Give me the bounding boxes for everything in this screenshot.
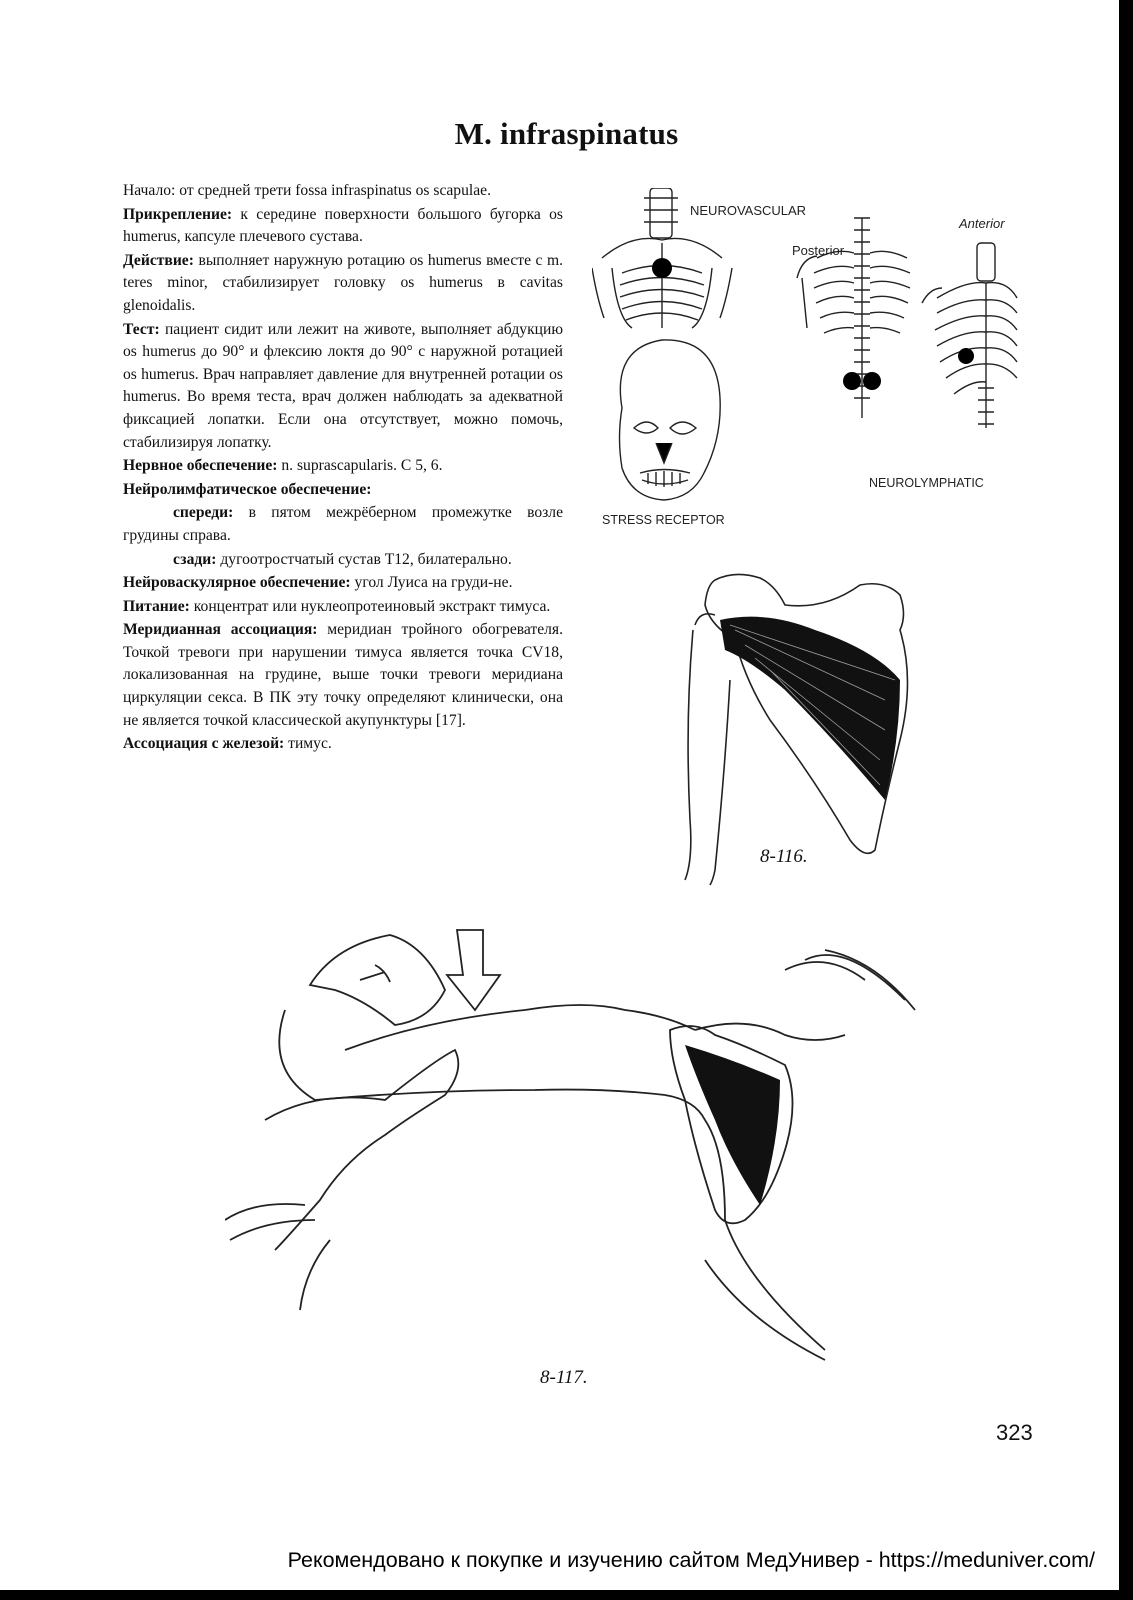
label-anterior: Anterior — [959, 216, 1005, 231]
paragraph-back: сзади: дугоотростчатый сустав T12, билатерально. — [173, 550, 512, 568]
footer-recommendation: Рекомендовано к покупке и изучению сайтом МедУнивер - https://meduniver.com/ — [287, 1548, 1095, 1572]
label-neurovascular: NEUROVASCULAR — [690, 203, 807, 218]
neurolymphatic-posterior-right-icon — [863, 372, 881, 390]
page-title: M. infraspinatus — [454, 116, 679, 151]
body-text — [123, 180, 563, 757]
neurovascular-point-icon — [652, 258, 672, 278]
paragraph-nutrition: Питание: концентрат или нуклеопротеиновый экстракт тимуса. — [123, 597, 551, 615]
examiner-lower-hand — [265, 1050, 458, 1250]
muscle-shading — [720, 617, 900, 800]
infraspinatus-muscle-figure — [675, 570, 965, 890]
muscle-test-figure — [225, 920, 925, 1370]
paragraph-front: спереди: в пятом межрёберном промежутке возле грудины справа. — [123, 504, 563, 544]
paragraph-origin: Начало: от средней трети fossa infraspinatus os scapulae. — [123, 182, 491, 199]
humerus-outline — [685, 630, 730, 885]
page-number: 323 — [996, 1420, 1033, 1445]
paragraph-neurolymphatic: Нейролимфатическое обеспечение: — [123, 480, 372, 498]
figure-caption-8-116: 8-116. — [760, 846, 808, 867]
paragraph-test: Тест: пациент сидит или лежит на животе, выполняет абдукцию os humerus до 90° и флексию локтя до 90° с наружной ротацией os humerus. Врач направляет давление для внутренней ротации os humerus. Во время теста, врач должен наблюдать за адекватной фиксацией лопатки. Если она отсутствует, можно помочь, стабилизируя лопатку. — [123, 320, 563, 451]
examiner-upper-hand — [310, 935, 445, 1025]
scan-edge-bottom — [0, 1590, 1133, 1600]
forearm-outline — [279, 1010, 665, 1100]
paragraph-insertion: Прикрепление: к середине поверхности большого бугорка os humerus, капсуле плечевого сустава. — [123, 205, 563, 246]
paragraph-neurovascular: Нейроваскулярное обеспечение: угол Луиса на груди-не. — [123, 574, 513, 592]
neurolymphatic-posterior-left-icon — [843, 372, 861, 390]
figure-caption-8-117-text: 8-117. — [540, 1367, 588, 1388]
paragraph-gland: Ассоциация с железой: тимус. — [123, 735, 332, 753]
scapula-test-illustration — [670, 1026, 793, 1223]
paragraph-nerve: Нервное обеспечение: n. suprascapularis. C 5, 6. — [123, 457, 443, 475]
skull-illustration — [620, 340, 721, 500]
ribcage-anterior-illustration — [922, 243, 1017, 428]
pressure-arrow-icon — [447, 930, 500, 1010]
reflex-points-figure — [592, 188, 1032, 538]
paragraph-meridian: Меридианная ассоциация: меридиан тройного обогревателя. Точкой тревоги при нарушении тимуса является точка CV18, локализованная на грудине, выше точки тревоги меридиана циркуляции секса. В ПК эту точку определяют клинически, она не является точкой классической акупунктуры [17]. — [123, 621, 564, 729]
neurolymphatic-anterior-icon — [958, 348, 974, 364]
label-neurolymphatic: NEUROLYMPHATIC — [869, 476, 984, 490]
label-posterior: Posterior — [792, 243, 845, 258]
patient-head-outline — [785, 950, 915, 1010]
scan-edge-right — [1119, 0, 1133, 1600]
label-stress-receptor: STRESS RECEPTOR — [602, 513, 725, 527]
paragraph-action: Действие: выполняет наружную ротацию os humerus вместе с m. teres minor, стабилизирует головку os humerus в cavitas glenoidalis. — [123, 251, 563, 314]
